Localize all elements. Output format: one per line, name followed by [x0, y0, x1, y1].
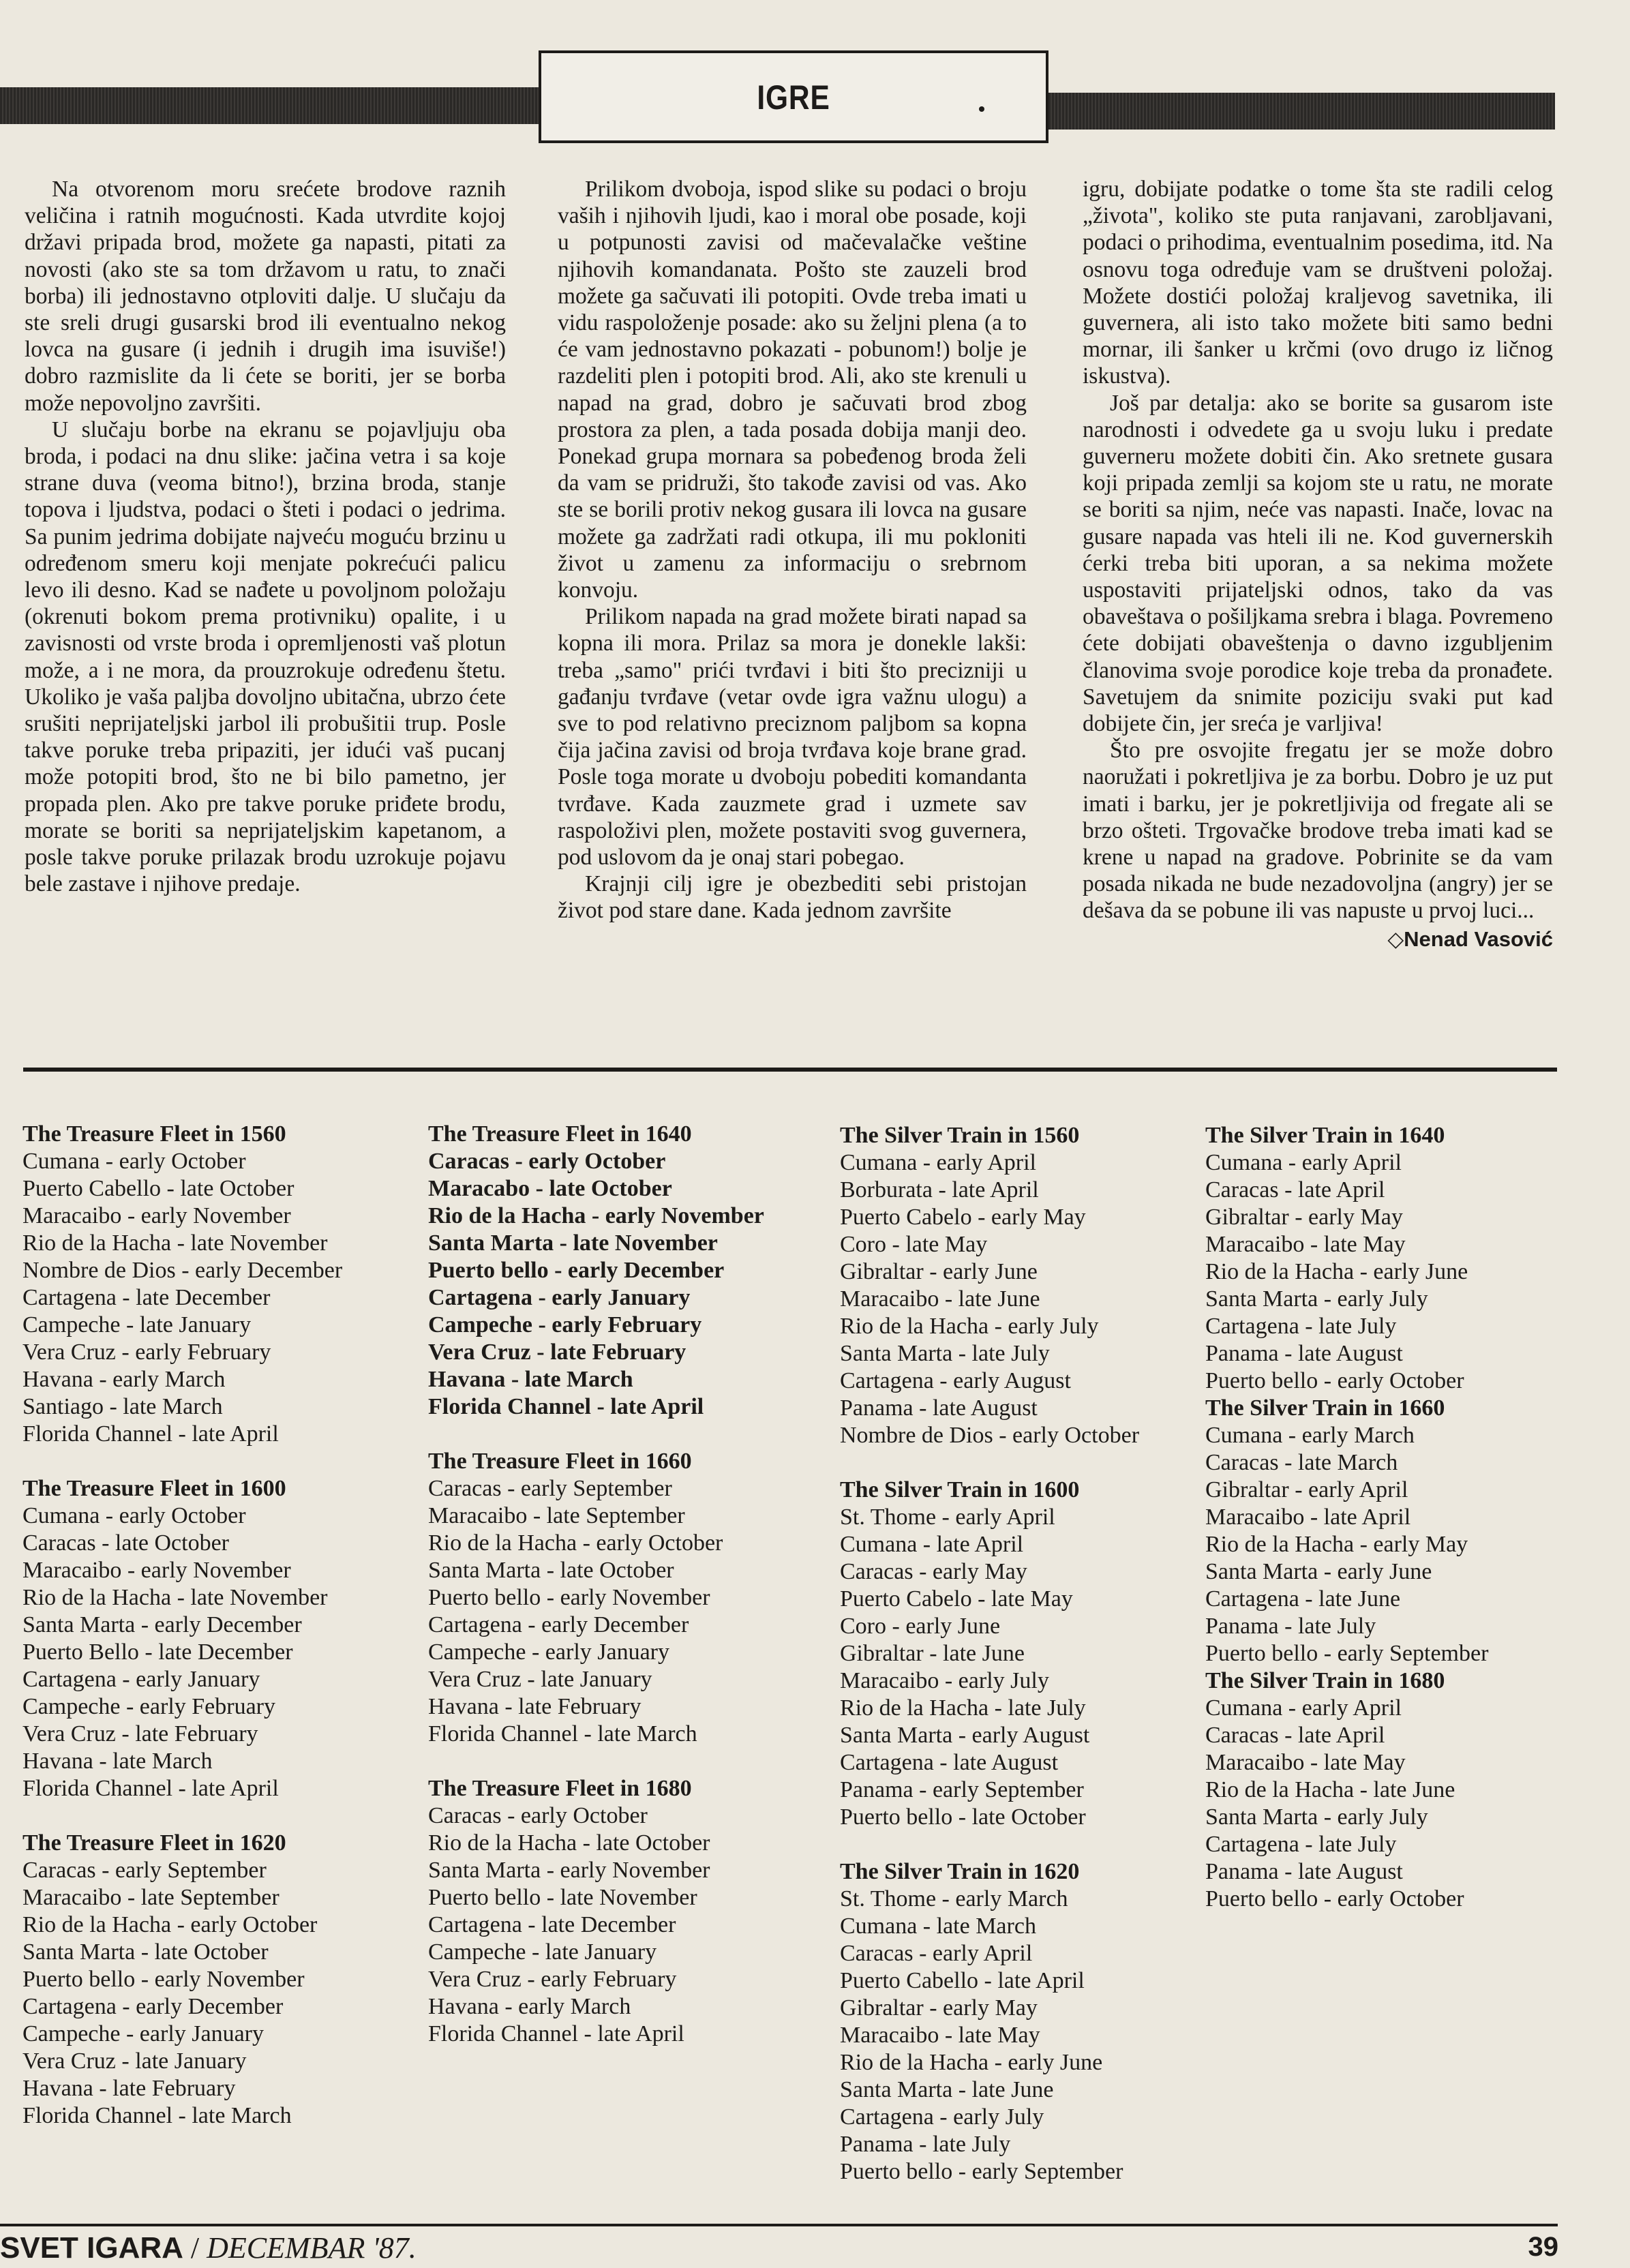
schedule-entry: Maracaibo - late June — [840, 1286, 1040, 1312]
schedule-title: The Treasure Fleet in 1640 — [428, 1121, 692, 1147]
schedule-title: The Silver Train in 1680 — [1205, 1668, 1445, 1693]
schedule-entry: Cartagena - late December — [428, 1912, 676, 1937]
schedule-entry: Puerto bello - early October — [1205, 1368, 1464, 1393]
schedule-entry: Rio de la Hacha - late November — [22, 1230, 328, 1256]
schedule-entry: Santa Marta - late November — [428, 1230, 718, 1256]
paragraph: Krajnji cilj igre je obezbediti sebi pristojan život pod stare dane. Kada jednom završite — [558, 871, 1027, 924]
schedule-entry: Santiago - late March — [22, 1394, 223, 1419]
schedule-entry: Caracas - early September — [428, 1476, 672, 1501]
schedule-entry: Rio de la Hacha - early October — [22, 1912, 318, 1937]
schedule-entry: Florida Channel - late April — [22, 1421, 279, 1447]
schedule-entry: Puerto Cabelo - late May — [840, 1586, 1073, 1612]
paragraph: U slučaju borbe na ekranu se pojavljuju oba broda, i podaci na dnu slike: jačina vetra i sa koje strane duva (veoma bitno!), brzina broda, stanje topova i ljudstva, podaci o šteti i podaci o jedrima. Sa punim jedrima dobijate najveću moguću brzinu u određenom smeru koji menjate pokrećući palicu levo ili desno. Kad se nađete u povoljnom položaju (okrenuti bokom prema protivniku) opalite, i u zavisnosti od vrste broda i opremljenosti vaš plotun može, a i ne mora, da prouzrokuje određenu štetu. Ukoliko je vaša paljba dovoljno ubitačna, ubrzo ćete srušiti neprijateljski jarbol ili probušitii trup. Posle takve poruke treba pripaziti, jer idući vaš pucanj može potopiti brod, što ne bi bilo pametno, jer propada plen. Ako pre takve poruke priđete brodu, morate se boriti sa neprijateljskim kapetanom, a posle takve poruke prilazak brodu uzrokuje pojavu bele zastave i njihove predaje. — [25, 417, 506, 897]
schedule-entry: Santa Marta - late July — [840, 1341, 1050, 1366]
schedule-entry: Santa Marta - early December — [22, 1612, 302, 1637]
schedule-entry: Gibraltar - early June — [840, 1259, 1038, 1284]
schedule-block — [428, 1121, 764, 1421]
schedule-title: The Silver Train in 1600 — [840, 1477, 1080, 1502]
schedule-entry: Nombre de Dios - early December — [22, 1258, 343, 1283]
schedule-entry: Cartagena - late December — [22, 1285, 271, 1310]
schedule-title: The Treasure Fleet in 1620 — [22, 1830, 286, 1856]
paragraph: Još par detalja: ako se borite sa gusarom iste narodnosti i odvedete ga u svoju luku i predate guverneru možete dobiti čin. Ako sretnete gusara koji pripada zemlji sa kojom ste u ratu, ne morate se boriti sa njim, neće vas napasti. Inače, lovac na gusare napada vas hteli ili ne. Kod guvernerskih ćerki treba biti uporan, a sa nekima možete uspostaviti prijateljski odnos, tako da vas obaveštava o pošiljkama srebra i blaga. Povremeno ćete dobijati obaveštenja o davno izgubljenim članovima svoje porodice koje treba da pronađete. Savetujem da snimite poziciju svaki put kad dobijete čin, jer sreća je varljiva! — [1083, 390, 1553, 737]
schedule-entry: Gibraltar - early May — [1205, 1205, 1403, 1230]
schedule-entry: Cartagena - early August — [840, 1368, 1071, 1393]
schedule-entry: Caracas - early October — [428, 1803, 648, 1828]
schedule-entry: Santa Marta - late October — [22, 1939, 269, 1965]
schedule-title: The Treasure Fleet in 1600 — [22, 1476, 286, 1501]
author-name: Nenad Vasović — [1404, 926, 1553, 951]
schedule-entry: Rio de la Hacha - late July — [840, 1695, 1086, 1721]
schedule-entry: Campeche - early January — [22, 2021, 264, 2046]
schedule-entry: Havana - late February — [22, 2076, 236, 2101]
schedule-entry: Maracaibo - late September — [22, 1885, 280, 1910]
schedule-block — [840, 1122, 1139, 1449]
schedule-entry: Coro - late May — [840, 1232, 988, 1257]
schedule-entry: Vera Cruz - late January — [22, 2048, 247, 2074]
schedule-entry: Cumana - early March — [1205, 1423, 1415, 1448]
section-title-box — [539, 50, 1048, 143]
schedule-entry: Santa Marta - late October — [428, 1558, 674, 1583]
schedule-entry: Florida Channel - late March — [428, 1721, 697, 1747]
schedule-entry: Maracaibo - early July — [840, 1668, 1049, 1693]
page-number: 39 — [1528, 2232, 1558, 2262]
schedule-entry: Puerto bello - late November — [428, 1885, 697, 1910]
header-rule-left — [0, 87, 539, 124]
schedule-entry: Cartagena - late July — [1205, 1314, 1397, 1339]
schedule-entry: Cartagena - early January — [428, 1285, 691, 1310]
schedule-block — [22, 1830, 342, 2130]
schedule-entry: Panama - late July — [1205, 1614, 1376, 1639]
schedule-entry: Maracaibo - late September — [428, 1503, 685, 1528]
schedule-entry: St. Thome - early March — [840, 1886, 1068, 1911]
schedule-entry: Nombre de Dios - early October — [840, 1423, 1140, 1448]
paragraph: Na otvorenom moru srećete brodove raznih veličina i ratnih mogućnosti. Kada utvrdite kojoj državi pripada brod, možete ga napasti, pitati za novosti (ako ste sa tom državom u ratu, to znači borba) ili jednostavno otploviti dalje. U slučaju da ste sreli drugi gusarski brod ili eventualno nekog lovca na gusare (i jednih i drugih ima isuviše!) dobro razmislite da li ćete se boriti, jer se borba može nepovoljno završiti. — [25, 177, 506, 416]
schedule-entry: Cartagena - early July — [840, 2104, 1044, 2130]
schedule-block — [840, 1477, 1139, 1831]
schedule-entry: Rio de la Hacha - early October — [428, 1530, 723, 1556]
schedule-entry: Puerto Cabelo - early May — [840, 1205, 1086, 1230]
schedule-entry: Santa Marta - early July — [1205, 1286, 1428, 1312]
schedule-entry: Maracaibo - early November — [22, 1203, 291, 1228]
schedule-title: The Treasure Fleet in 1560 — [22, 1121, 286, 1147]
footer-masthead — [0, 2231, 417, 2265]
schedule-entry: Havana - early March — [22, 1367, 226, 1392]
schedule-entry: Caracas - late April — [1205, 1723, 1385, 1748]
paragraph: Prilikom napada na grad možete birati napad sa kopna ili mora. Prilaz sa mora je donekle lakši: treba „samo" prići tvrđavi i biti što precizniji u gađanju tvrđave (vetar ovde igra važnu ulogu) a sve to pod relativno preciznom paljbom sa kopna čija jačina zavisi od broja tvrđava koje brane grad. Posle toga morate u dvoboju pobediti komandanta tvrđave. Kada zauzmete grad i uzmete sav raspoloživi plen, možete postaviti svog guvernera, pod uslovom da je onaj stari pobegao. — [558, 604, 1027, 871]
schedule-entry: Caracas - early April — [840, 1941, 1033, 1966]
schedule-entry: Rio de la Hacha - early June — [1205, 1259, 1468, 1284]
schedule-block — [840, 1858, 1139, 2186]
schedule-entry: Campeche - early February — [22, 1694, 275, 1719]
author-byline — [1083, 926, 1553, 952]
schedule-entry: Rio de la Hacha - early June — [840, 2050, 1103, 2075]
section-title: IGRE — [757, 78, 830, 117]
schedule-entry: St. Thome - early April — [840, 1505, 1055, 1530]
schedule-entry: Havana - late March — [22, 1749, 213, 1774]
schedule-entry: Vera Cruz - late February — [428, 1340, 686, 1365]
schedule-entry: Florida Channel - late April — [428, 1394, 704, 1419]
schedule-entry: Puerto bello - early October — [1205, 1886, 1464, 1911]
schedule-entry: Rio de la Hacha - late June — [1205, 1777, 1455, 1802]
schedule-entry: Puerto bello - late October — [840, 1804, 1086, 1830]
schedule-entry: Rio de la Hacha - late November — [22, 1585, 328, 1610]
list-column-2 — [428, 1121, 764, 2075]
paragraph: Što pre osvojite fregatu jer se može dobro naoružati i pokretljiva je za borbu. Dobro je uz put imati i barku, jer je pokretljivija od fregate ali se brzo ošteti. Trgovačke brodove treba imati kad se krene u napad na gradove. Pobrinite se da vam posada nikada ne bude nezadovoljna (angry) jer se dešava da se pobune ili vas napuste u prvoj luci... — [1083, 738, 1553, 924]
issue-date: DECEMBAR '87. — [207, 2231, 417, 2265]
schedule-entry: Caracas - late October — [22, 1530, 229, 1556]
schedule-entry: Puerto Cabello - late October — [22, 1176, 295, 1201]
schedule-entry: Havana - late February — [428, 1694, 642, 1719]
schedule-entry: Havana - late March — [428, 1367, 633, 1392]
schedule-entry: Puerto bello - early November — [22, 1967, 305, 1992]
schedule-entry: Gibraltar - late June — [840, 1641, 1025, 1666]
schedule-entry: Puerto bello - early November — [428, 1585, 710, 1610]
paragraph: igru, dobijate podatke o tome šta ste radili celog „života", koliko ste puta ranjavani, zarobljavani, podaci o prihodima, eventualnim posedima, itd. Na osnovu toga određuje vam se društveni položaj. Možete dostići položaj kraljevog savetnika, ili guvernera, ali isto tako možete biti samo bedni mornar, ili šanker u krčmi (ovo drugo iz ličnog iskustva). — [1083, 177, 1553, 389]
article-column-1 — [25, 176, 506, 897]
footer-rule — [0, 2224, 1558, 2226]
footer-separator: / — [190, 2231, 200, 2265]
schedule-title: The Silver Train in 1560 — [840, 1123, 1080, 1148]
schedule-entry: Gibraltar - early April — [1205, 1477, 1408, 1502]
schedule-entry: Coro - early June — [840, 1614, 1001, 1639]
diamond-icon: ◇ — [1387, 926, 1404, 951]
schedule-entry: Maracaibo - late May — [1205, 1232, 1406, 1257]
schedule-entry: Rio de la Hacha - early May — [1205, 1532, 1468, 1557]
schedule-entry: Caracas - late April — [1205, 1177, 1385, 1203]
schedule-entry: Panama - late August — [1205, 1341, 1403, 1366]
article-column-2 — [558, 176, 1027, 924]
schedule-entry: Campeche - late January — [22, 1312, 252, 1337]
schedule-entry: Campeche - late January — [428, 1939, 657, 1965]
schedule-entry: Cumana - early April — [840, 1150, 1036, 1175]
schedule-entry: Puerto bello - early December — [428, 1258, 725, 1283]
schedule-entry: Vera Cruz - late January — [428, 1667, 652, 1692]
schedule-entry: Panama - late August — [1205, 1859, 1403, 1884]
list-column-4 — [1205, 1122, 1488, 1913]
schedule-entry: Maracaibo - late April — [1205, 1505, 1411, 1530]
schedule-entry: Rio de la Hacha - late October — [428, 1830, 710, 1856]
schedule-block — [1205, 1667, 1488, 1913]
magazine-name: SVET IGARA — [0, 2231, 183, 2265]
schedule-entry: Rio de la Hacha - early July — [840, 1314, 1099, 1339]
schedule-entry: Cumana - early October — [22, 1503, 246, 1528]
schedule-entry: Santa Marta - early November — [428, 1858, 710, 1883]
schedule-entry: Maracabo - late October — [428, 1176, 672, 1201]
schedule-entry: Santa Marta - late June — [840, 2077, 1054, 2102]
schedule-entry: Rio de la Hacha - early November — [428, 1203, 764, 1228]
schedule-entry: Cumana - early April — [1205, 1150, 1402, 1175]
schedule-title: The Silver Train in 1640 — [1205, 1123, 1445, 1148]
section-divider — [23, 1068, 1557, 1072]
list-column-1 — [22, 1121, 342, 2157]
schedule-block — [428, 1448, 764, 1748]
header-rule-right — [1048, 93, 1555, 130]
paragraph: Prilikom dvoboja, ispod slike su podaci o broju vaših i njihovih ljudi, kao i moral obe posade, koji u potpunosti zavisi od mačevalačke veštine njihovih komandanata. Pošto ste zauzeli brod možete ga sačuvati ili potopiti. Ovde treba imati u vidu raspoloženje posade: ako su željni plena (a to će vam jednostavno pokazati - pobunom!) bolje je razdeliti plen i potopiti brod. Ali, ako ste krenuli u napad na grad, dobro je sačuvati brod zbog prostora za plen, a tada posada dobija manji deo. Ponekad grupa mornara sa pobeđenog broda želi da vam se pridruži, što takođe zavisi od vas. Ako ste se borili protiv nekog gusara ili lovca na gusare možete ga zadržati radi otkupa, ili mu pokloniti život u zamenu za informaciju o srebrnom konvoju. — [558, 177, 1027, 603]
schedule-entry: Panama - late July — [840, 2132, 1011, 2157]
schedule-entry: Florida Channel - late March — [22, 2103, 292, 2128]
schedule-entry: Caracas - early October — [428, 1149, 666, 1174]
schedule-entry: Cumana - late April — [840, 1532, 1024, 1557]
schedule-entry: Florida Channel - late April — [22, 1776, 279, 1801]
schedule-entry: Cartagena - late July — [1205, 1832, 1397, 1857]
list-column-3 — [840, 1122, 1139, 2213]
schedule-entry: Puerto Cabello - late April — [840, 1968, 1085, 1993]
schedule-block — [22, 1121, 342, 1448]
schedule-entry: Panama - late August — [840, 1395, 1038, 1421]
schedule-entry: Santa Marta - early July — [1205, 1804, 1428, 1830]
schedule-block — [22, 1475, 342, 1802]
schedule-entry: Puerto bello - early September — [1205, 1641, 1489, 1666]
schedule-entry: Campeche - early February — [428, 1312, 702, 1337]
title-dot — [979, 106, 984, 112]
schedule-entry: Cartagena - late August — [840, 1750, 1059, 1775]
schedule-entry: Cartagena - early December — [428, 1612, 689, 1637]
schedule-title: The Silver Train in 1660 — [1205, 1395, 1445, 1421]
schedule-entry: Caracas - early September — [22, 1858, 267, 1883]
schedule-entry: Vera Cruz - early February — [22, 1340, 271, 1365]
schedule-entry: Cumana - late March — [840, 1914, 1036, 1939]
schedule-block — [1205, 1395, 1488, 1667]
schedule-entry: Havana - early March — [428, 1994, 631, 2019]
schedule-title: The Silver Train in 1620 — [840, 1859, 1080, 1884]
schedule-entry: Cumana - early April — [1205, 1695, 1402, 1721]
schedule-entry: Cumana - early October — [22, 1149, 246, 1174]
schedule-entry: Borburata - late April — [840, 1177, 1039, 1203]
schedule-entry: Vera Cruz - early February — [428, 1967, 677, 1992]
schedule-title: The Treasure Fleet in 1680 — [428, 1776, 692, 1801]
schedule-entry: Maracaibo - early November — [22, 1558, 291, 1583]
schedule-title: The Treasure Fleet in 1660 — [428, 1449, 692, 1474]
schedule-entry: Puerto Bello - late December — [22, 1639, 293, 1665]
schedule-entry: Cartagena - early December — [22, 1994, 284, 2019]
schedule-entry: Cartagena - late June — [1205, 1586, 1401, 1612]
schedule-entry: Gibraltar - early May — [840, 1995, 1038, 2021]
schedule-entry: Caracas - late March — [1205, 1450, 1398, 1475]
schedule-entry: Maracaibo - late May — [840, 2023, 1040, 2048]
schedule-block — [428, 1775, 764, 2048]
schedule-entry: Puerto bello - early September — [840, 2159, 1123, 2184]
schedule-entry: Cartagena - early January — [22, 1667, 260, 1692]
schedule-entry: Santa Marta - early August — [840, 1723, 1090, 1748]
schedule-entry: Panama - early September — [840, 1777, 1084, 1802]
schedule-entry: Maracaibo - late May — [1205, 1750, 1406, 1775]
article-column-3 — [1083, 176, 1553, 952]
schedule-entry: Santa Marta - early June — [1205, 1559, 1432, 1584]
schedule-entry: Florida Channel - late April — [428, 2021, 684, 2046]
schedule-entry: Vera Cruz - late February — [22, 1721, 258, 1747]
schedule-entry: Caracas - early May — [840, 1559, 1027, 1584]
schedule-block — [1205, 1122, 1488, 1395]
schedule-entry: Campeche - early January — [428, 1639, 669, 1665]
